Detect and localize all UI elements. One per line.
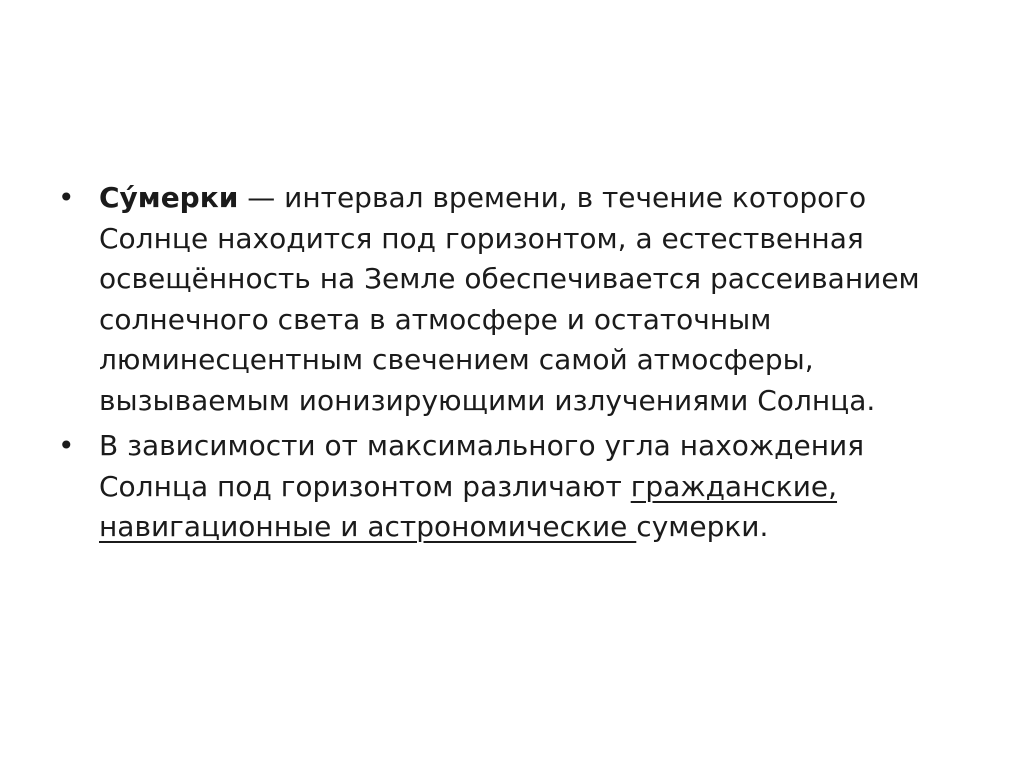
term-twilight: Су́мерки <box>99 181 239 214</box>
bullet-marker: • <box>58 181 75 214</box>
bullet-list <box>58 178 958 553</box>
twilight-types-underlined: гражданские, навигационные и астрономические <box>99 469 838 543</box>
types-intro-text: В зависимости от максимального угла нахождения Солнца под горизонтом различают <box>99 429 865 503</box>
definition-text: — интервал времени, в течение которого Солнце находится под горизонтом, а естественная освещённость на Земле обеспечивается рассеиванием солнечного света в атмосфере и остаточным люминесцентным свечением самой атмосферы, вызываемым ионизирующими излучениями Солнца. <box>99 181 920 417</box>
bullet-item-twilight-types <box>58 426 958 548</box>
bullet-item-twilight-definition <box>58 178 958 421</box>
types-ending-text: сумерки. <box>636 510 769 543</box>
bullet-marker: • <box>58 429 75 462</box>
